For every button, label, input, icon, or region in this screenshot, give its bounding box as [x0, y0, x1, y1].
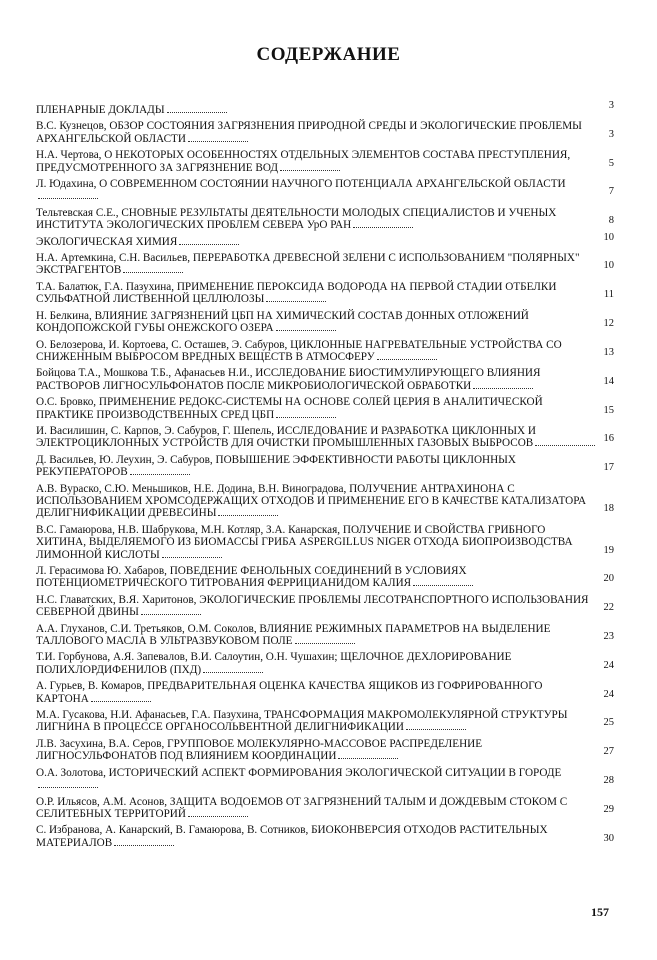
toc-entry-page: 20 [603, 573, 614, 585]
dot-leader [406, 721, 466, 730]
toc-entry-text: ПЛЕНАРНЫЕ ДОКЛАДЫ [36, 104, 165, 116]
toc-entry-text: Н.С. Главатских, В.Я. Харитонов, ЭКОЛОГИЧЕСКИЕ ПРОБЛЕМЫ ЛЕСОТРАНСПОРТНОГО ИСПОЛЬЗОВАНИЯ СЕВЕРНОЙ ДВИНЫ [36, 593, 589, 619]
dot-leader [280, 162, 340, 171]
dot-leader [162, 549, 222, 558]
toc-entry-text: А.В. Вураско, С.Ю. Меньшиков, Н.Е. Додина, В.Н. Виноградова, ПОЛУЧЕНИЕ АНТРАХИНОНА С ИСПОЛЬЗОВАНИЕМ ХРОМСОДЕРЖАЩИХ ОТХОДОВ И ПРИМЕНЕНИЕ ЕГО В КАЧЕСТВЕ КАТАЛИЗАТОРА ДЕЛИГНИФИКАЦИИ ДРЕВЕСИНЫ [36, 482, 587, 520]
toc-entry-text: Бойцова Т.А., Мошкова Т.Б., Афанасьев Н.И., ИССЛЕДОВАНИЕ БИОСТИМУЛИРУЮЩЕГО ВЛИЯНИЯ РАСТВОРОВ ЛИГНОСУЛЬФОНАТОВ ПОСЛЕ МИКРОБИОЛОГИЧЕСКОЙ ОБРАБОТКИ [36, 367, 541, 392]
page-title: СОДЕРЖАНИЕ [256, 44, 401, 65]
toc-entry-page: 19 [603, 544, 614, 556]
toc-entry [36, 149, 614, 174]
dot-leader [38, 779, 98, 788]
toc-entry [36, 367, 614, 392]
toc-entry-text: В.С. Гамаюрова, Н.В. Шабрукова, М.Н. Котляр, З.А. Канарская, ПОЛУЧЕНИЕ И СВОЙСТВА ГРИБНОГО ХИТИНА, ВЫДЕЛЯЕМОГО ИЗ БИОМАССЫ ГРИБА ASPERGILLUS NIGER ОТХОДА БИОПРОИЗВОДСТВА ЛИМОННОЙ КИСЛОТЫ [36, 523, 573, 561]
dot-leader [188, 133, 248, 142]
toc-entry-text: Л. Герасимова Ю. Хабаров, ПОВЕДЕНИЕ ФЕНОЛЬНЫХ СОЕДИНЕНИЙ В УСЛОВИЯХ ПОТЕНЦИОМЕТРИЧЕСКОГО ТИТРОВАНИЯ ФЕРРИЦИАНИДОМ КАЛИЯ [36, 565, 467, 590]
toc-entry-page: 15 [603, 404, 614, 416]
dot-leader [38, 190, 98, 199]
toc-entry [36, 454, 614, 479]
toc-entry-text: А.А. Глуханов, С.И. Третьяков, О.М. Соколов, ВЛИЯНИЕ РЕЖИМНЫХ ПАРАМЕТРОВ НА ВЫДЕЛЕНИЕ ТАЛЛОВОГО МАСЛА В УЛЬТРАЗВУКОВОМ ПОЛЕ [36, 622, 551, 648]
toc-entry-page: 27 [603, 746, 614, 758]
toc-entry-page: 10 [603, 231, 614, 243]
dot-leader [130, 466, 190, 475]
dot-leader [413, 577, 473, 586]
dot-leader [535, 437, 595, 446]
toc-entry-page: 28 [603, 775, 614, 787]
toc-entry-page: 11 [603, 289, 614, 301]
toc-entry-page: 10 [603, 260, 614, 272]
toc-entry [36, 281, 614, 306]
dot-leader [338, 750, 398, 759]
toc-entry-page: 3 [608, 100, 614, 111]
dot-leader [188, 808, 248, 817]
dot-leader [141, 606, 201, 615]
dot-leader [353, 219, 413, 228]
dot-leader [266, 293, 326, 302]
dot-leader [295, 635, 355, 644]
toc-entry-page: 17 [603, 462, 614, 474]
dot-leader [377, 351, 437, 360]
toc-entry-text: Т.И. Горбунова, А.Я. Запевалов, В.И. Салоутин, О.Н. Чушахин; ЩЕЛОЧНОЕ ДЕХЛОРИРОВАНИЕ ПОЛИХЛОРДИФЕНИЛОВ (ПХД) [36, 651, 512, 676]
toc-entry-text: Н. Белкина, ВЛИЯНИЕ ЗАГРЯЗНЕНИЙ ЦБП НА ХИМИЧЕСКИЙ СОСТАВ ДОННЫХ ОТЛОЖЕНИЙ КОНДОПОЖСКОЙ ГУБЫ ОНЕЖСКОГО ОЗЕРА [36, 309, 529, 335]
dot-leader [167, 104, 227, 113]
toc-entry-text: Л. Юдахина, О СОВРЕМЕННОМ СОСТОЯНИИ НАУЧНОГО ПОТЕНЦИАЛА АРХАНГЕЛЬСКОЙ ОБЛАСТИ [36, 178, 566, 191]
toc-entry-page: 18 [603, 503, 614, 515]
toc-entry-page: 24 [603, 688, 614, 700]
toc-entry-text: Н.А. Артемкина, С.Н. Васильев, ПЕРЕРАБОТКА ДРЕВЕСНОЙ ЗЕЛЕНИ С ИСПОЛЬЗОВАНИЕМ "ПОЛЯРНЫХ" ЭКСТРАГЕНТОВ [36, 252, 580, 277]
toc-entry-text: ЭКОЛОГИЧЕСКАЯ ХИМИЯ [36, 235, 178, 248]
toc-entry-page: 3 [608, 128, 614, 140]
toc-entry [36, 339, 614, 364]
dot-leader [218, 507, 278, 516]
toc-entry [36, 524, 614, 561]
toc-entry-page: 24 [603, 659, 614, 671]
dot-leader [91, 693, 151, 702]
toc-entry-page: 7 [608, 186, 614, 198]
toc-entry [36, 565, 614, 590]
toc-entry [36, 207, 614, 232]
toc-entry-text: А. Гурьев, В. Комаров, ПРЕДВАРИТЕЛЬНАЯ ОЦЕНКА КАЧЕСТВА ЯЩИКОВ ИЗ ГОФРИРОВАННОГО КАРТОНА [36, 680, 543, 705]
toc-entry-text: М.А. Гусакова, Н.И. Афанасьев, Г.А. Пазухина, ТРАНСФОРМАЦИЯ МАКРОМОЛЕКУЛЯРНОЙ СТРУКТУРЫ ЛИГНИНА В ПРОЦЕССЕ ОРГАНОСОЛЬВЕНТНОЙ ДЕЛИГНИФИКАЦИИ [36, 709, 568, 734]
toc-entry [36, 594, 614, 619]
toc-entry [36, 709, 614, 734]
toc-entry-text: О.С. Бровко, ПРИМЕНЕНИЕ РЕДОКС-СИСТЕМЫ НА ОСНОВЕ СОЛЕЙ ЦЕРИЯ В АНАЛИТИЧЕСКОЙ ПРАКТИКЕ ПРОИЗВОДСТВЕННЫХ СРЕД ЦБП [36, 396, 543, 421]
toc-entry [36, 680, 614, 705]
toc-entry-page: 16 [603, 433, 614, 445]
toc-entry [36, 824, 614, 849]
toc-entry-text: С. Избранова, А. Канарский, В. Гамаюрова, В. Сотников, БИОКОНВЕРСИЯ ОТХОДОВ РАСТИТЕЛЬНЫХ МАТЕРИАЛОВ [36, 824, 548, 849]
toc-entry-text: Тельтевская С.Е., СНОВНЫЕ РЕЗУЛЬТАТЫ ДЕЯТЕЛЬНОСТИ МОЛОДЫХ СПЕЦИАЛИСТОВ И УЧЕНЫХ ИНСТИТУТА ЭКОЛОГИЧЕСКИХ ПРОБЛЕМ СЕВЕРА УрО РАН [36, 206, 557, 232]
dot-leader [123, 264, 183, 273]
dot-leader [203, 664, 263, 673]
toc-entry-page: 13 [603, 346, 614, 358]
dot-leader [473, 380, 533, 389]
toc-entry-page: 12 [603, 318, 614, 330]
dot-leader [114, 837, 174, 846]
toc-entry-text: Н.А. Чертова, О НЕКОТОРЫХ ОСОБЕННОСТЯХ ОТДЕЛЬНЫХ ЭЛЕМЕНТОВ СОСТАВА ПРЕСТУПЛЕНИЯ, ПРЕДУСМОТРЕННОГО ЗА ЗАГРЯЗНЕНИЕ ВОД [36, 149, 571, 174]
toc-entry-page: 14 [603, 375, 614, 387]
toc-entry [36, 396, 614, 421]
toc-entry [36, 796, 614, 821]
toc-entry [36, 100, 614, 116]
toc-entry-text: Л.В. Засухина, В.А. Серов, ГРУППОВОЕ МОЛЕКУЛЯРНО-МАССОВОЕ РАСПРЕДЕЛЕНИЕ ЛИГНОСУЛЬФОНАТОВ ПОД ВЛИЯНИЕМ КООРДИНАЦИИ [36, 737, 483, 763]
dot-leader [276, 409, 336, 418]
toc-entry-page: 5 [608, 157, 614, 169]
toc-entry [36, 767, 614, 792]
toc-entry-text: Т.А. Балатюк, Г.А. Пазухина, ПРИМЕНЕНИЕ ПЕРОКСИДА ВОДОРОДА НА ПЕРВОЙ СТАДИИ ОТБЕЛКИ СУЛЬФАТНОЙ ЛИСТВЕННОЙ ЦЕЛЛЮЛОЗЫ [36, 280, 557, 306]
toc-entry-page: 23 [603, 631, 614, 643]
toc-entry [36, 252, 614, 277]
toc-entry [36, 738, 614, 763]
page-number: 157 [591, 905, 609, 919]
toc-entry-page: 25 [603, 717, 614, 729]
toc-entry-text: Д. Васильев, Ю. Леухин, Э. Сабуров, ПОВЫШЕНИЕ ЭФФЕКТИВНОСТИ РАБОТЫ ЦИКЛОННЫХ РЕКУПЕРАТОРОВ [36, 453, 517, 479]
toc-entry [36, 425, 614, 450]
toc-entry-page: 8 [608, 215, 614, 227]
toc-entry [36, 310, 614, 335]
toc-entry-page: 30 [603, 832, 614, 844]
dot-leader [276, 322, 336, 331]
toc-entry [36, 178, 614, 203]
toc-entry-text: О. Белозерова, И. Кортоева, С. Осташев, Э. Сабуров, ЦИКЛОННЫЕ НАГРЕВАТЕЛЬНЫЕ УСТРОЙСТВА СО СНИЖЕННЫМ ВЫБРОСОМ ВРЕДНЫХ ВЕЩЕСТВ В АТМОСФЕРУ [36, 338, 562, 363]
toc-entry [36, 120, 614, 145]
toc-entry-text: О.Р. Ильясов, А.М. Асонов, ЗАЩИТА ВОДОЕМОВ ОТ ЗАГРЯЗНЕНИЙ ТАЛЫМ И ДОЖДЕВЫМ СТОКОМ С СЕЛИТЕБНЫХ ТЕРРИТОРИЙ [36, 795, 568, 820]
dot-leader [179, 236, 239, 245]
table-of-contents [36, 100, 614, 853]
toc-entry-text: О.А. Золотова, ИСТОРИЧЕСКИЙ АСПЕКТ ФОРМИРОВАНИЯ ЭКОЛОГИЧЕСКОЙ СИТУАЦИИ В ГОРОДЕ [36, 766, 562, 779]
toc-entry [36, 651, 614, 676]
toc-entry-page: 29 [603, 803, 614, 815]
toc-entry-text: В.С. Кузнецов, ОБЗОР СОСТОЯНИЯ ЗАГРЯЗНЕНИЯ ПРИРОДНОЙ СРЕДЫ И ЭКОЛОГИЧЕСКИЕ ПРОБЛЕМЫ АРХАНГЕЛЬСКОЙ ОБЛАСТИ [36, 120, 582, 145]
toc-entry-text: И. Василишин, С. Карпов, Э. Сабуров, Г. Шепель, ИССЛЕДОВАНИЕ И РАЗРАБОТКА ЦИКЛОННЫХ И ЭЛЕКТРОЦИКЛОННЫХ УСТРОЙСТВ ДЛЯ ОЧИСТКИ ПРОМЫШЛЕННЫХ ГАЗОВЫХ ВЫБРОСОВ [36, 424, 536, 450]
toc-entry [36, 231, 614, 248]
toc-entry [36, 483, 614, 520]
toc-entry [36, 623, 614, 648]
toc-entry-page: 22 [603, 602, 614, 614]
